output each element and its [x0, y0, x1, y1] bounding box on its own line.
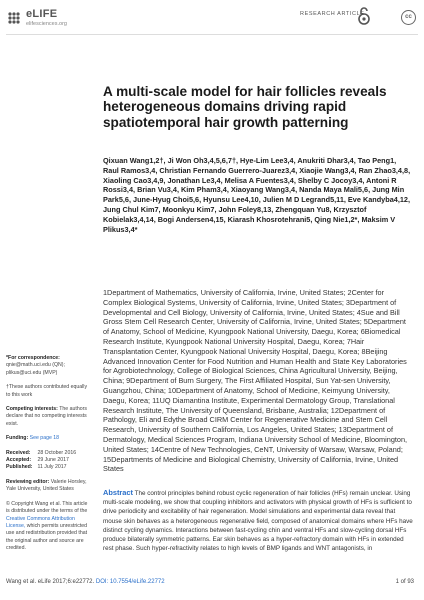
logo-text[interactable]: eLIFE: [26, 8, 58, 20]
published-date: 11 July 2017: [37, 464, 67, 471]
abstract-label: Abstract: [103, 488, 133, 497]
license-link[interactable]: Creative Commons Attribution License,: [6, 515, 75, 529]
copyright-text-post: which permits unrestricted use and redistribution provided that the original author and source are credited.: [6, 522, 88, 552]
creative-commons-icon[interactable]: cc: [401, 10, 416, 25]
abstract: [103, 488, 414, 553]
equal-contribution-note: †These authors contributed equally to this work: [6, 384, 88, 398]
competing-label: Competing interests:: [6, 406, 58, 413]
funding-link[interactable]: See page 18: [29, 435, 60, 442]
article-type-label: RESEARCH ARTICLE: [300, 11, 365, 17]
elife-logo-icon[interactable]: [6, 10, 22, 26]
correspondence-label: *For correspondence:: [6, 355, 60, 361]
copyright-block: [6, 501, 92, 553]
correspondence-block: [6, 355, 92, 377]
accepted-label: Accepted:: [6, 457, 32, 464]
reviewing-editor-block: [6, 479, 92, 494]
page-number: 1 of 93: [395, 579, 414, 585]
competing-text: The authors declare that no competing interests exist.: [6, 406, 87, 427]
copyright-text-pre: © Copyright Wang et al. This article is distributed under the terms of the: [6, 500, 88, 515]
article-sidebar: [6, 355, 92, 560]
accepted-date: 29 June 2017: [37, 457, 69, 464]
published-label: Published:: [6, 464, 33, 471]
received-label: Received:: [6, 449, 31, 456]
received-date: 28 October 2016: [37, 449, 77, 456]
funding-label: Funding:: [6, 435, 29, 442]
footer-citation: [6, 579, 165, 585]
competing-interests-block: [6, 406, 92, 428]
article-title: A multi-scale model for hair follicles reveals heterogeneous domains driving rapid spatiotemporal hair growth patterning: [103, 84, 387, 130]
citation-text: Wang et al. eLife 2017;6:e22772.: [6, 579, 95, 585]
logo-url[interactable]: elifesciences.org: [26, 21, 67, 27]
funding-block: [6, 435, 92, 442]
header-divider: [6, 34, 418, 35]
author-list: Qixuan Wang1,2†, Ji Won Oh3,4,5,6,7†, Hye-Lim Lee3,4, Anukriti Dhar3,4, Tao Peng1, Raul Ramos3,4, Christian Fernando Guerrero-Juarez3,4, Xiaojie Wang3,4, Ran Zhao3,4,8, Xiaoling Cao3,4,9, Jonathan Le3,4, Melisa A Fuentes3,4, Shelby C Jocoy3,4, Antoni R Rossi3,4, Brian Vu3,4, Kim Pham3,4, Xiaoyang Wang3,4, Nanda Maya Mali5,6, Jung Min Park5,6, June-Hyug Choi5,6, Hyunsu Lee4,10, Julien M D Legrand5,11, Eve Kandyba4,12, Jung Chul Kim7, Moonkyu Kim7, John Foley8,13, Zhengquan Yu8, Krzysztof Kobielak3,4,14, Bogi Andersen4,15, Kiarash Khosrotehrani5, Qing Nie1,2*, Maksim V Plikus3,4*: [103, 156, 411, 234]
dates-block: [6, 450, 92, 472]
correspondence-emails[interactable]: qnie@math.uci.edu (QN); plikus@uci.edu (MVP): [6, 362, 65, 376]
open-access-lock-icon: [357, 6, 371, 26]
doi-link[interactable]: DOI: 10.7554/eLife.22772: [95, 579, 165, 585]
reviewing-label: Reviewing editor:: [6, 478, 50, 485]
reviewing-editor: Valerie Horsley, Yale University, United States: [6, 478, 87, 493]
abstract-text: The control principles behind robust cyclic regeneration of hair follicles (HFs) remain unclear. Using multi-scale modeling, we show that coupling inhibitors and activators with physical growth of HFs is sufficient to drive periodicity and excitability of hair regeneration. Model simulations and experimental data reveal that mouse skin behaves as a heterogeneous regenerative field, composed of anatomical domains where HFs have distinct cycling dynamics. Interactions between fast-cycling chin and ventral HFs and slow-cycling dorsal HFs produce bilaterally symmetric patterns. Ear skin behaves as a hyper-refractory domain with HFs in extended rest phase. Such hyper-refractivity relates to high levels of BMP ligands and WNT antagonists, in: [103, 490, 413, 553]
affiliations: 1Department of Mathematics, University of California, Irvine, United States; 2Center for Complex Biological Systems, University of California, Irvine, United States; 3Department of Developmental and Cell Biology, University of California, Irvine, United States; 4Sue and Bill Gross Stem Cell Research Center, University of California, Irvine, United States; 5Department of Anatomy, School of Medicine, Kyungpook National University, Daegu, Korea; 6Biomedical Research Institute, Kyungpook National University Hospital, Daegu, Korea; 7Hair Transplantation Center, Kyungpook National University Hospital, Daegu, Korea; 8Beijing Advanced Innovation Center for Food Nutrition and Human Health and State Key Laboratories for Agrobiotechnology, College of Biological Sciences, China Agricultural University, Beijing, China; 9Department of Burn Surgery, The First Affiliated Hospital, Sun Yat-sen University, Guangzhou, China; 10Department of Anatomy, School of Medicine, Keimyung University, Daegu, Korea; 11UQ Diamantina Institute, Experimental Dermatology Group, Translational Research Institute, The University of Queensland, Brisbane, Australia; 12Department of Pathology, Eli and Edythe Broad CIRM Center for Regenerative Medicine and Stem Cell Research, University of Southern California, Los Angeles, United States; 13Department of Dermatology, Medical Sciences Program, Indiana University School of Medicine, Bloomington, United States; 14Centre of New Technologies, CeNT, University of Warsaw, Warsaw, Poland; 15Departments of Medicine and Biological Chemistry, University of California, Irvine, United States: [103, 288, 408, 474]
